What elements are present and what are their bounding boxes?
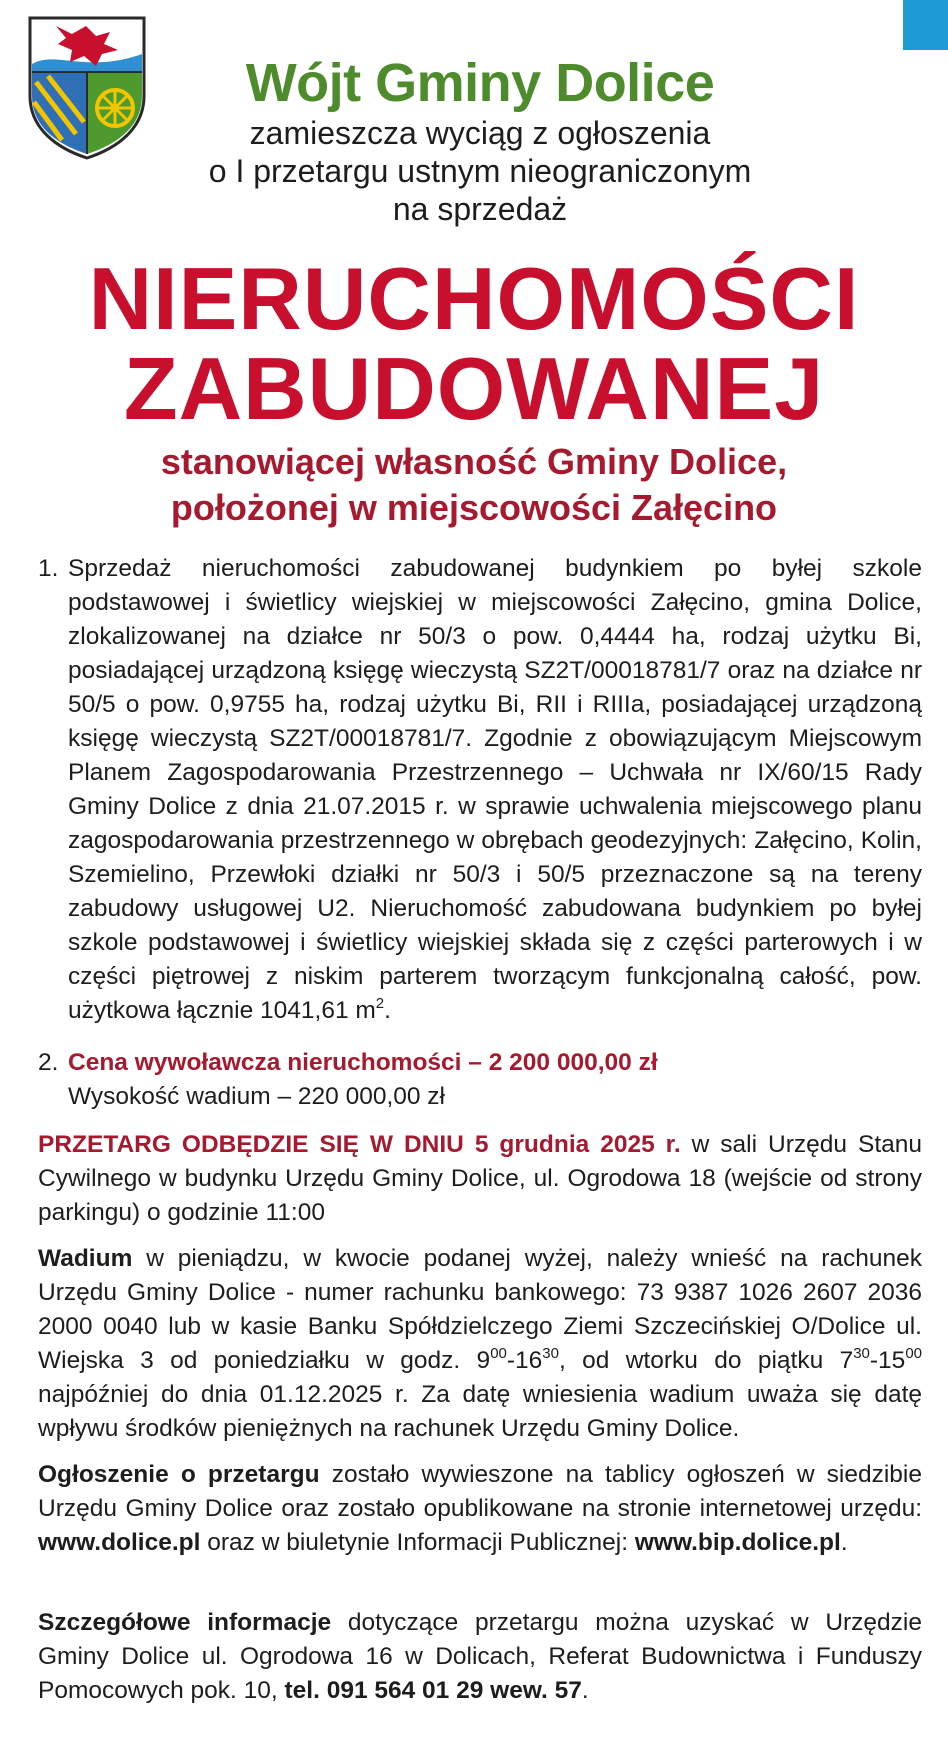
header-line-1: zamieszcza wyciąg z ogłoszenia: [249, 115, 711, 151]
header: [150, 52, 810, 228]
auction-paragraph: PRZETARG ODBĘDZIE SIĘ W DNIU 5 grudnia 2025 r. w sali Urzędu Stanu Cywilnego w budynku Urzędu Gminy Dolice, ul. Ogrodowa 18 (wejście od strony parkingu) o godzinie 11:00: [38, 1131, 922, 1226]
deposit-amount: Wysokość wadium – 220 000,00 zł: [68, 1083, 445, 1110]
item-1-text: Sprzedaż nieruchomości zabudowanej budynkiem po byłej szkole podstawowej i świetlicy wiejskiej w miejscowości Załęcino, gmina Dolice, zlokalizowanej na działce nr 50/3 o pow. 0,4444 ha, rodzaj użytku Bi, posiadającej urządzoną księgę wieczystą SZ2T/00018781/7 oraz na działce nr 50/5 o pow. 0,9755 ha, rodzaj użytku Bi, RII i RIIIa, posiadającej urządzoną księgę wieczystą SZ2T/00018781/7. Zgodnie z obowiązującym Miejscowym Planem Zagospodarowania Przestrzennego – Uchwała nr IX/60/15 Rady Gminy Dolice z dnia 21.07.2015 r. w sprawie uchwalenia miejscowego planu zagospodarowania przestrzennego w obrębach geodezyjnych: Załęcino, Kolin, Szemielino, Przewłoki działki nr 50/3 i 50/5 przeznaczone są na tereny zabudowy usługowej U2. Nieruchomość zabudowana budynkiem po byłej szkole podstawowej i świetlicy wiejskiej składa się z części parterowych i w części piętrowej z niskim parterem tworzącym funkcjonalną całość, pow. użytkowa łącznie 1041,61 $m^2$.: [68, 555, 922, 1024]
header-line-3: na sprzedaż: [392, 191, 568, 227]
notice-paragraph: Ogłoszenie o przetargu zostało wywieszone na tablicy ogłoszeń w siedzibie Urzędu Gminy Dolice oraz zostało opublikowane na stronie internetowej urzędu: www.dolice.pl oraz w biuletynie Informacji Publicznej: www.bip.dolice.pl.: [38, 1461, 922, 1556]
item-1-number: 1.: [38, 555, 59, 582]
headline-line-1: NIERUCHOMOŚCI: [88, 249, 860, 348]
headline-line-2: ZABUDOWANEJ: [123, 339, 825, 438]
coat-of-arms-icon: [26, 14, 148, 160]
phone-number: tel. 091 564 01 29 wew. 57: [284, 1677, 582, 1704]
subhead-line-1: stanowiącej własność Gminy Dolice,: [160, 441, 788, 482]
details-paragraph: Szczegółowe informacje dotyczące przetargu można uzyskać w Urzędzie Gminy Dolice ul. Ogrodowa 16 w Dolicach, Referat Budownictwa i Funduszy Pomocowych pok. 10, tel. 091 564 01 29 wew. 57.: [38, 1609, 922, 1704]
corner-accent: [903, 0, 948, 50]
starting-price: Cena wywoławcza nieruchomości – 2 200 000,00 zł: [68, 1049, 658, 1076]
subhead-line-2: położonej w miejscowości Załęcino: [170, 487, 778, 528]
page-title: Wójt Gminy Dolice: [245, 53, 715, 113]
item-2: [38, 1046, 922, 1114]
item-2-number: 2.: [38, 1049, 59, 1076]
bip-link[interactable]: www.bip.dolice.pl: [634, 1529, 841, 1556]
wadium-paragraph: Wadium w pieniądzu, w kwocie podanej wyżej, należy wnieść na rachunek Urzędu Gminy Dolice - numer rachunku bankowego: 73 9387 1026 2607 2036 2000 0040 lub w kasie Banku Spółdzielczego Ziemi Szczecińskiej O/Dolice ul. Wiejska 3 od poniedziałku w godz. $9^{00}-16^{30}$, od wtorku do piątku $7^{30}-15^{00}$ najpóźniej do dnia 01.12.2025 r. Za datę wniesienia wadium uważa się datę wpływu środków pieniężnych na rachunek Urzędu Gminy Dolice.: [38, 1245, 922, 1442]
website-link[interactable]: www.dolice.pl: [38, 1529, 201, 1556]
header-line-2: o I przetargu ustnym nieograniczonym: [208, 153, 752, 189]
item-1: [38, 552, 922, 1028]
